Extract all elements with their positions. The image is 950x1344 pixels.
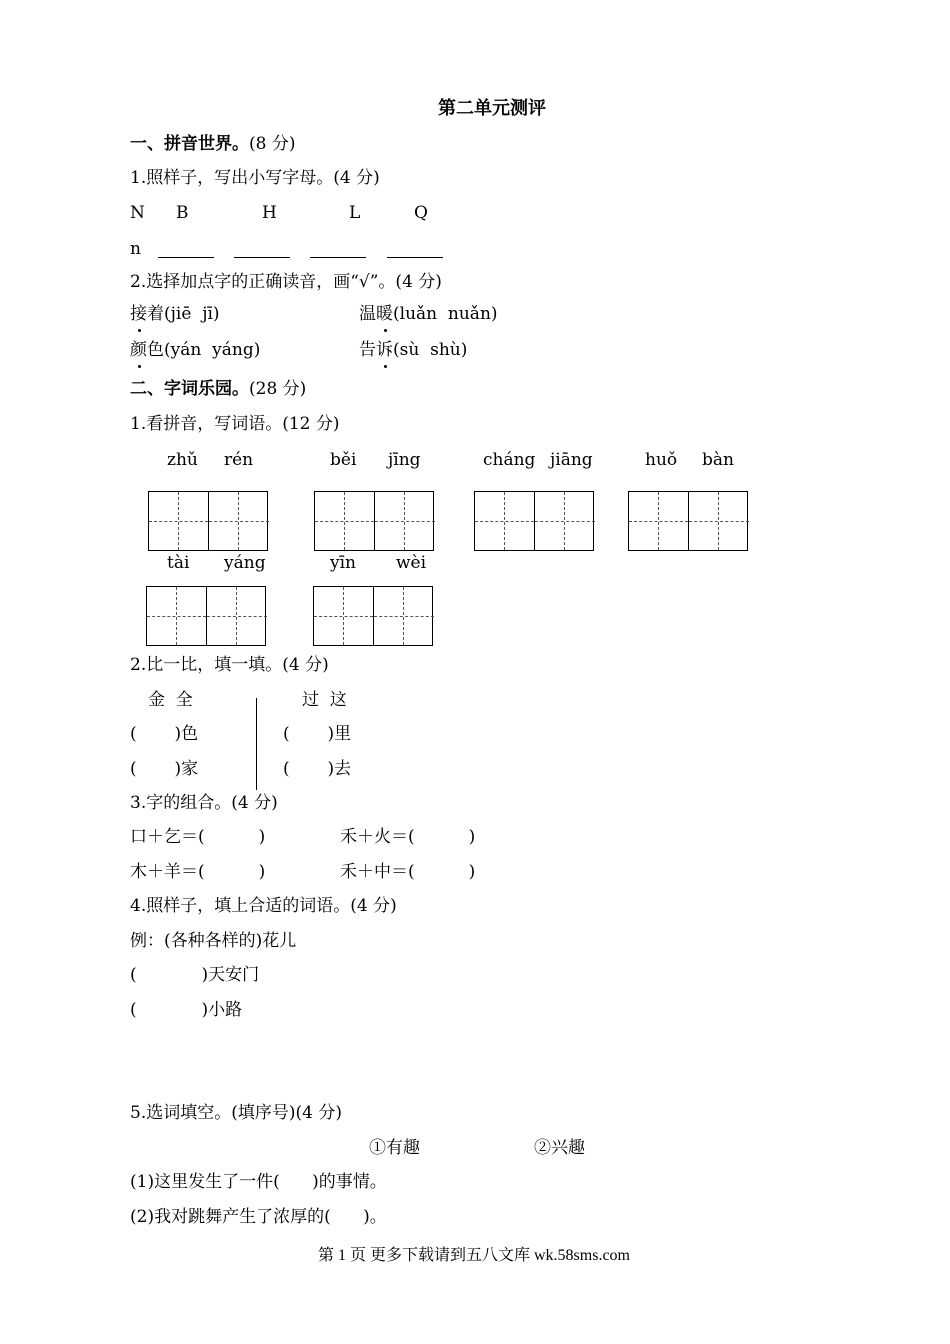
pinyin: cháng	[483, 450, 536, 470]
upper-letter-3: H	[262, 203, 277, 223]
pinyin: jīng	[388, 450, 421, 470]
upper-letter-4: L	[349, 203, 361, 223]
pinyin: běi	[330, 450, 357, 470]
grid-cell[interactable]	[209, 492, 269, 550]
s2-q2-prompt: 2.比一比，填一填。(4 分)	[130, 655, 329, 675]
section1-heading	[130, 133, 295, 155]
page-title: 第二单元测评	[438, 98, 546, 119]
compare-right-row-2[interactable]: ( )去	[283, 759, 352, 779]
option-1: ①有趣	[369, 1138, 420, 1158]
reading-pre: 告	[359, 340, 376, 360]
writing-grid-3[interactable]	[474, 491, 594, 551]
combo-row-2-right[interactable]: 禾＋中＝( )	[340, 862, 476, 882]
compare-left-row-2[interactable]: ( )家	[130, 759, 199, 779]
grid-cell[interactable]	[629, 492, 689, 550]
reading-item-4[interactable]	[359, 339, 467, 361]
grid-cell[interactable]	[315, 492, 375, 550]
grid-cell[interactable]	[147, 587, 207, 645]
pinyin: yīn	[330, 553, 356, 573]
divider	[256, 698, 257, 790]
s1-q1-prompt: 1.照样子，写出小写字母。(4 分)	[130, 168, 380, 188]
section2-heading	[130, 378, 306, 400]
dotted-char: 诉	[376, 340, 393, 360]
pinyin: huǒ	[645, 450, 678, 470]
page-footer: 第 1 页 更多下载请到五八文库 wk.58sms.com	[318, 1247, 631, 1264]
pinyin: tài	[167, 553, 190, 573]
compare-right-chars: 过 这	[302, 690, 347, 710]
reading-pinyin-choices: (jiē jī)	[164, 304, 220, 324]
answer-blank-4[interactable]	[387, 257, 443, 258]
reading-item-3[interactable]	[130, 339, 260, 361]
pinyin: jiāng	[550, 450, 593, 470]
reading-pre: 温	[359, 304, 376, 324]
writing-grid-6[interactable]	[313, 586, 433, 646]
combo-row-2-left[interactable]: 木＋羊＝( )	[130, 862, 266, 882]
example-lower-letter: n	[130, 239, 141, 259]
section1-heading-text: 一、拼音世界。	[130, 134, 249, 154]
pinyin: zhǔ	[167, 450, 198, 470]
upper-letter-2: B	[176, 203, 189, 223]
reading-item-1[interactable]	[130, 303, 220, 325]
dotted-char: 接	[130, 304, 147, 324]
s2-q3-prompt: 3.字的组合。(4 分)	[130, 793, 278, 813]
dotted-char: 暖	[376, 304, 393, 324]
grid-cell[interactable]	[689, 492, 749, 550]
reading-pinyin-choices: (sù shù)	[393, 340, 468, 360]
combo-row-1-left[interactable]: 口＋乞＝( )	[130, 827, 266, 847]
section2-heading-text: 二、字词乐园。	[130, 379, 249, 399]
compare-left-chars: 金 全	[148, 690, 193, 710]
combo-row-1-right[interactable]: 禾＋火＝( )	[340, 827, 476, 847]
writing-grid-4[interactable]	[628, 491, 748, 551]
compare-right-row-1[interactable]: ( )里	[283, 724, 352, 744]
q5-row-1[interactable]: (1)这里发生了一件( )的事情。	[130, 1172, 387, 1192]
upper-letter-1: N	[130, 203, 145, 223]
grid-cell[interactable]	[149, 492, 209, 550]
answer-blank-1[interactable]	[158, 257, 214, 258]
pinyin: rén	[224, 450, 254, 470]
reading-post: 着	[147, 304, 164, 324]
writing-grid-5[interactable]	[146, 586, 266, 646]
grid-cell[interactable]	[475, 492, 535, 550]
reading-pinyin-choices: (luǎn nuǎn)	[393, 304, 498, 324]
reading-post: 色	[147, 340, 164, 360]
grid-cell[interactable]	[374, 587, 434, 645]
answer-blank-3[interactable]	[310, 257, 366, 258]
pinyin: wèi	[396, 553, 427, 573]
upper-letter-5: Q	[414, 203, 428, 223]
q4-row-1[interactable]: ( )天安门	[130, 965, 260, 985]
section1-score: (8 分)	[249, 134, 296, 154]
writing-grid-2[interactable]	[314, 491, 434, 551]
q5-row-2[interactable]: (2)我对跳舞产生了浓厚的( )。	[130, 1207, 387, 1227]
s2-q1-prompt: 1.看拼音，写词语。(12 分)	[130, 414, 340, 434]
pinyin: yáng	[224, 553, 266, 573]
grid-cell[interactable]	[207, 587, 267, 645]
reading-item-2[interactable]	[359, 303, 498, 325]
dotted-char: 颜	[130, 340, 147, 360]
grid-cell[interactable]	[314, 587, 374, 645]
s2-q5-prompt: 5.选词填空。(填序号)(4 分)	[130, 1103, 342, 1123]
answer-blank-2[interactable]	[234, 257, 290, 258]
grid-cell[interactable]	[375, 492, 435, 550]
s2-q4-prompt: 4.照样子，填上合适的词语。(4 分)	[130, 896, 397, 916]
option-2: ②兴趣	[534, 1138, 585, 1158]
compare-left-row-1[interactable]: ( )色	[130, 724, 199, 744]
s1-q2-prompt: 2.选择加点字的正确读音，画“√”。(4 分)	[130, 272, 442, 292]
writing-grid-1[interactable]	[148, 491, 268, 551]
section2-score: (28 分)	[249, 379, 307, 399]
pinyin: bàn	[702, 450, 734, 470]
grid-cell[interactable]	[535, 492, 595, 550]
q4-example: 例：(各种各样的)花儿	[130, 931, 297, 951]
reading-pinyin-choices: (yán yáng)	[164, 340, 261, 360]
q4-row-2[interactable]: ( )小路	[130, 1000, 243, 1020]
